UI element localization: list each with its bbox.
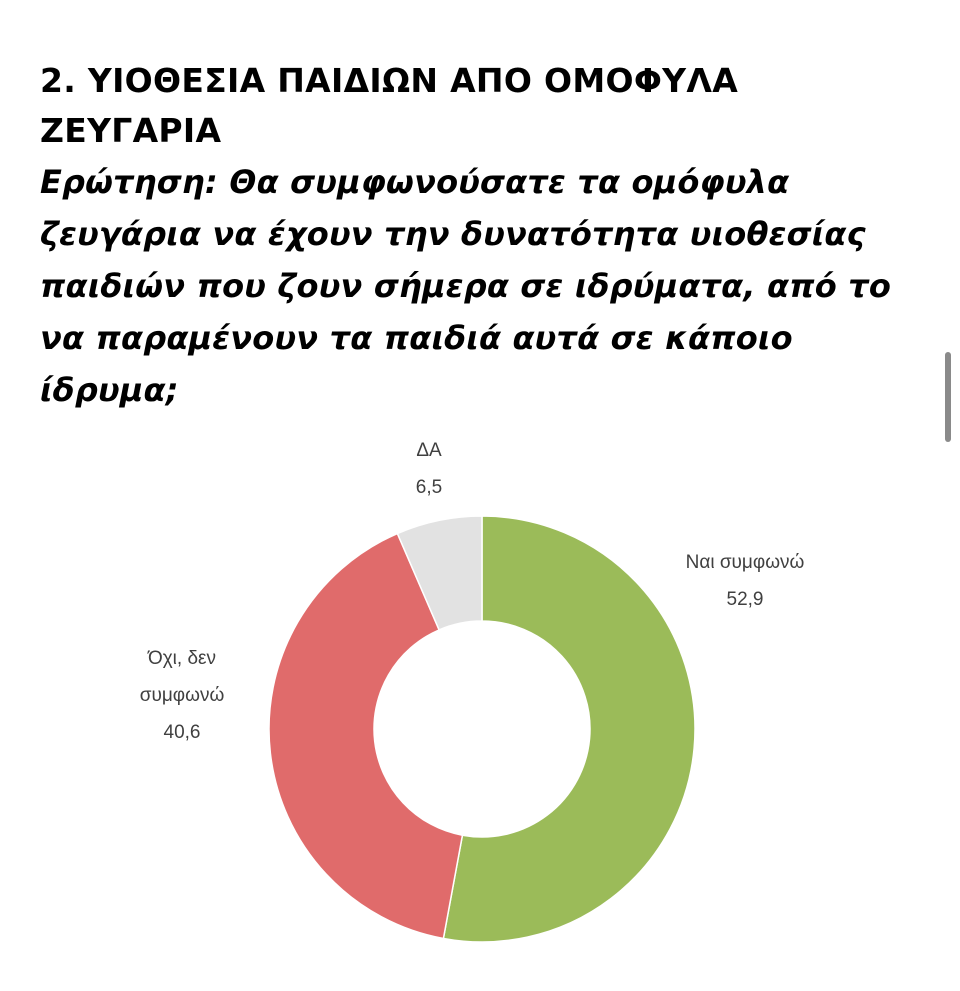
question-line: ίδρυμα; (40, 371, 179, 409)
slice-category-label: Ναι συμφωνώ (685, 552, 805, 573)
heading-line: 2. ΥΙΟΘΕΣΙΑ ΠΑΙΔΙΩΝ ΑΠΟ ΟΜΟΦΥΛΑ (40, 61, 739, 100)
slice-value-label: 40,6 (163, 722, 201, 743)
slices-layer (269, 516, 695, 942)
slice-category-label: Όχι, δεν (147, 648, 217, 669)
question-line: ζευγάρια να έχουν την δυνατότητα υιοθεσίας (40, 215, 866, 253)
slice-category-label: συμφωνώ (139, 685, 225, 706)
question-line: να παραμένουν τα παιδιά αυτά σε κάποιο (40, 319, 793, 357)
slice-category-label: ΔΑ (416, 440, 442, 461)
question-line: παιδιών που ζουν σήμερα σε ιδρύματα, από το (40, 267, 892, 305)
slice-value-label: 52,9 (726, 589, 764, 610)
heading-line: ΖΕΥΓΑΡΙΑ (40, 111, 222, 150)
question-line: Ερώτηση: Θα συμφωνούσατε τα ομόφυλα (40, 163, 790, 201)
slice-value-label: 6,5 (415, 477, 443, 498)
